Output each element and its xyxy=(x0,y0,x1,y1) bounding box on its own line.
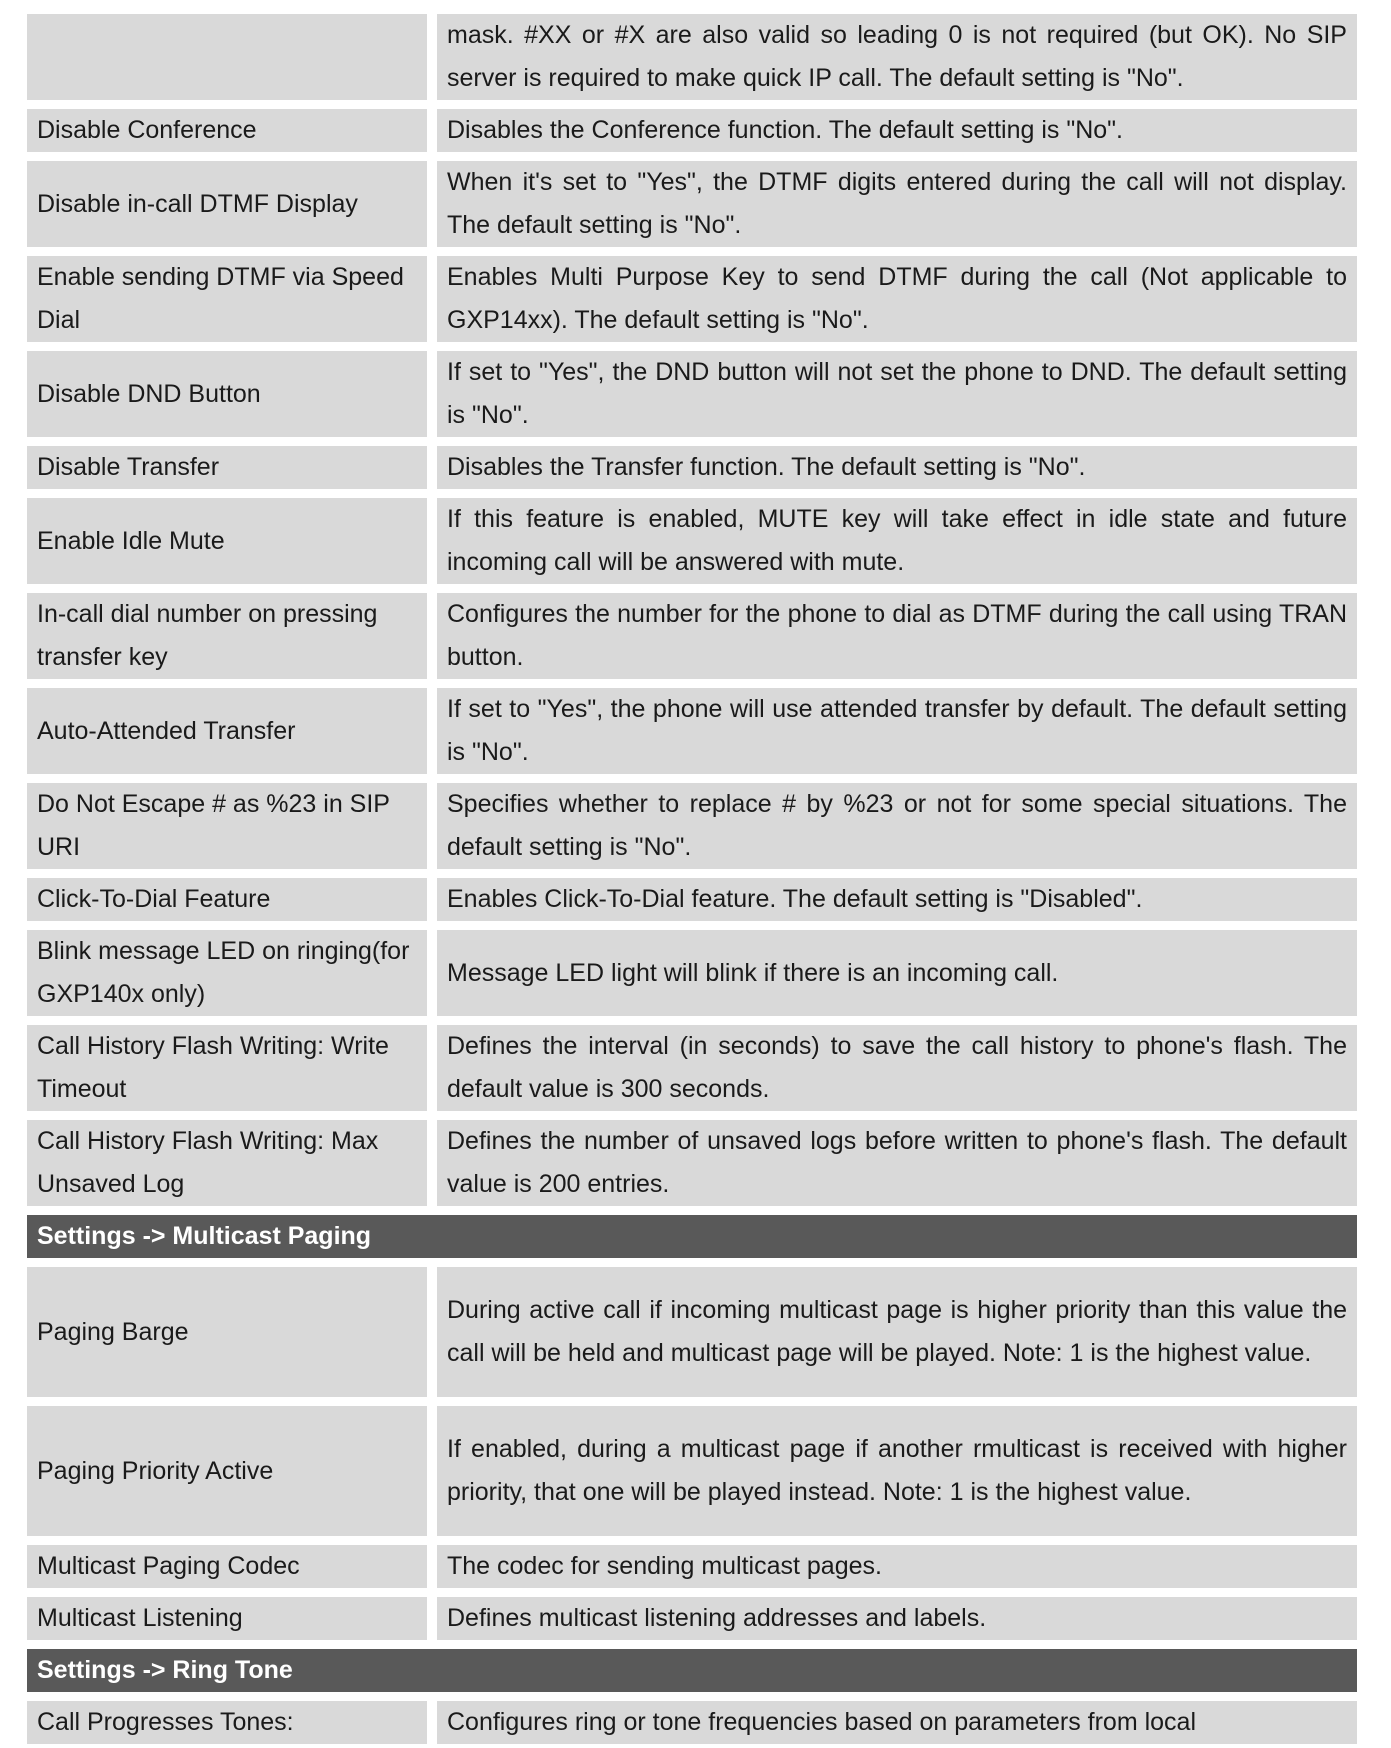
setting-name: Auto-Attended Transfer xyxy=(27,688,427,774)
setting-description-cell xyxy=(437,1406,1357,1536)
setting-description-cell xyxy=(437,109,1357,152)
table-row xyxy=(27,688,1357,774)
setting-description: When it's set to "Yes", the DTMF digits entered during the call will not display. The default setting is "No". xyxy=(447,168,1347,239)
table-row xyxy=(27,1545,1357,1588)
setting-name: Click-To-Dial Feature xyxy=(27,878,427,921)
setting-description-cell xyxy=(437,688,1357,774)
setting-name: Disable DND Button xyxy=(27,351,427,437)
table-row xyxy=(27,256,1357,342)
setting-description: Message LED light will blink if there is an incoming call. xyxy=(447,958,1059,987)
setting-description-cell xyxy=(437,930,1357,1016)
table-row xyxy=(27,1025,1357,1111)
setting-name: Disable in-call DTMF Display xyxy=(27,161,427,247)
setting-name: Disable Transfer xyxy=(27,446,427,489)
setting-description-cell xyxy=(437,1267,1357,1397)
setting-description: Defines the number of unsaved logs before written to phone's flash. The default value is 200 entries. xyxy=(447,1127,1347,1198)
setting-name: Disable Conference xyxy=(27,109,427,152)
setting-description: Configures ring or tone frequencies based on parameters from local xyxy=(447,1708,1197,1736)
table-row xyxy=(27,1597,1357,1640)
setting-description: During active call if incoming multicast page is higher priority than this value the call will be held and multicast page will be played. Note: 1 is the highest value. xyxy=(447,1296,1347,1367)
setting-description: Configures the number for the phone to dial as DTMF during the call using TRAN button. xyxy=(447,600,1347,671)
section-header-multicast-paging: Settings -> Multicast Paging xyxy=(27,1215,1357,1258)
setting-description: Enables Multi Purpose Key to send DTMF during the call (Not applicable to GXP14xx). The default setting is "No". xyxy=(447,263,1347,334)
table-row xyxy=(27,109,1357,152)
table-row xyxy=(27,1406,1357,1536)
setting-description-cell xyxy=(437,256,1357,342)
setting-description: Disables the Transfer function. The default setting is "No". xyxy=(447,453,1086,481)
setting-name: Do Not Escape # as %23 in SIP URI xyxy=(27,783,427,869)
settings-table xyxy=(27,14,1357,1744)
setting-name: Call History Flash Writing: Max Unsaved Log xyxy=(27,1120,427,1206)
table-row xyxy=(27,878,1357,921)
section-header-ring-tone: Settings -> Ring Tone xyxy=(27,1649,1357,1692)
setting-name: Call History Flash Writing: Write Timeout xyxy=(27,1025,427,1111)
setting-description-cell xyxy=(437,1597,1357,1640)
table-row xyxy=(27,1701,1357,1744)
setting-description: mask. #XX or #X are also valid so leading 0 is not required (but OK). No SIP server is required to make quick IP call. The default setting is "No". xyxy=(447,21,1347,92)
setting-name: Blink message LED on ringing(for GXP140x only) xyxy=(27,930,427,1016)
setting-name: In-call dial number on pressing transfer key xyxy=(27,593,427,679)
setting-description-cell xyxy=(437,351,1357,437)
setting-name: Paging Barge xyxy=(27,1267,427,1397)
setting-description-cell xyxy=(437,593,1357,679)
setting-name: Multicast Listening xyxy=(27,1597,427,1640)
setting-description: If this feature is enabled, MUTE key will take effect in idle state and future incoming call will be answered with mute. xyxy=(447,505,1347,576)
table-row xyxy=(27,446,1357,489)
setting-description-cell xyxy=(437,1120,1357,1206)
setting-description: Enables Click-To-Dial feature. The default setting is "Disabled". xyxy=(447,885,1143,913)
setting-description: If set to "Yes", the phone will use attended transfer by default. The default setting is "No". xyxy=(447,695,1347,766)
table-row xyxy=(27,498,1357,584)
setting-description-cell xyxy=(437,1701,1357,1744)
setting-description: If set to "Yes", the DND button will not set the phone to DND. The default setting is "No". xyxy=(447,358,1347,429)
setting-description: Specifies whether to replace # by %23 or not for some special situations. The default setting is "No". xyxy=(447,790,1347,861)
table-row xyxy=(27,1120,1357,1206)
table-row xyxy=(27,930,1357,1016)
table-row xyxy=(27,161,1357,247)
setting-name: Paging Priority Active xyxy=(27,1406,427,1536)
setting-description: The codec for sending multicast pages. xyxy=(447,1552,882,1580)
setting-description-cell xyxy=(437,498,1357,584)
table-row xyxy=(27,1267,1357,1397)
table-row xyxy=(27,14,1357,100)
setting-name: Multicast Paging Codec xyxy=(27,1545,427,1588)
setting-description: Disables the Conference function. The default setting is "No". xyxy=(447,116,1124,144)
setting-name: Enable Idle Mute xyxy=(27,498,427,584)
setting-description-cell xyxy=(437,878,1357,921)
table-row xyxy=(27,783,1357,869)
setting-description-cell xyxy=(437,1545,1357,1588)
setting-description: Defines multicast listening addresses and labels. xyxy=(447,1604,987,1632)
setting-description: If enabled, during a multicast page if another rmulticast is received with higher priority, that one will be played instead. Note: 1 is the highest value. xyxy=(447,1435,1347,1506)
setting-description: Defines the interval (in seconds) to save the call history to phone's flash. The default value is 300 seconds. xyxy=(447,1032,1347,1103)
table-row xyxy=(27,351,1357,437)
setting-description-cell xyxy=(437,446,1357,489)
setting-name xyxy=(27,14,427,100)
setting-description-cell xyxy=(437,783,1357,869)
table-row xyxy=(27,593,1357,679)
setting-name: Call Progresses Tones: xyxy=(27,1701,427,1744)
setting-name: Enable sending DTMF via Speed Dial xyxy=(27,256,427,342)
setting-description-cell xyxy=(437,1025,1357,1111)
setting-description-cell xyxy=(437,14,1357,100)
setting-description-cell xyxy=(437,161,1357,247)
